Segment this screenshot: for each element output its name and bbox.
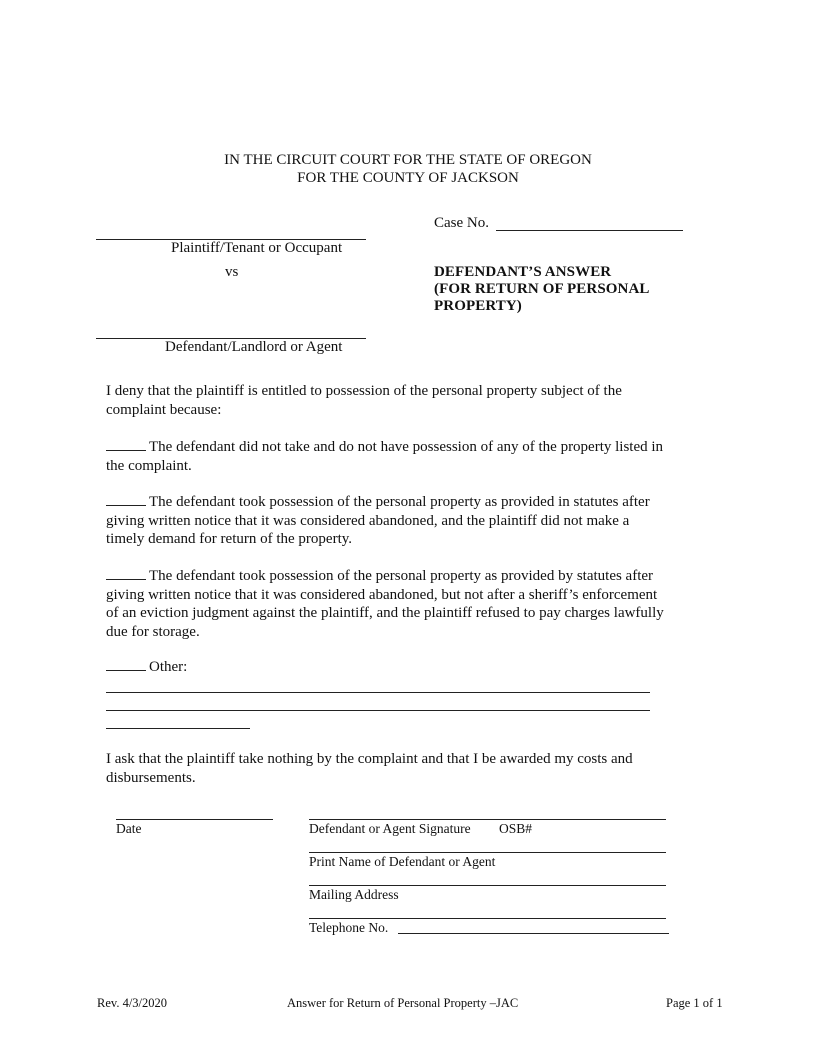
defendant-label: Defendant/Landlord or Agent (165, 339, 343, 355)
document-title-line3: PROPERTY) (434, 298, 522, 314)
print-name-label: Print Name of Defendant or Agent (309, 854, 496, 869)
option-other (106, 657, 666, 677)
form-name: Answer for Return of Personal Property –JAC (287, 996, 519, 1010)
option-3-text: The defendant took possession of the personal property as provided by statutes after giving written notice that it was considered abandoned, but not after a sheriff’s enforcement of an eviction judgment against the plaintiff, and the plaintiff refused to pay charges lawfully due for storage. (106, 568, 664, 640)
option-other-checkbox-blank[interactable] (106, 657, 146, 671)
mailing-address-label: Mailing Address (309, 887, 399, 902)
option-3-checkbox-blank[interactable] (106, 566, 146, 580)
intro-paragraph: I deny that the plaintiff is entitled to possession of the personal property subject of the complaint because: (106, 383, 622, 418)
date-line[interactable] (116, 819, 273, 820)
option-1 (106, 437, 666, 475)
signature-line[interactable] (309, 819, 666, 820)
mailing-address-line[interactable] (309, 885, 666, 886)
option-1-checkbox-blank[interactable] (106, 437, 146, 451)
case-no-label: Case No. (434, 215, 489, 231)
case-no-field[interactable] (496, 230, 683, 231)
other-explanation-line-2[interactable] (106, 710, 650, 711)
option-2-text: The defendant took possession of the personal property as provided in statutes after giving written notice that it was considered abandoned, and the plaintiff did not make a timely demand for return of the property. (106, 494, 650, 547)
other-explanation-line-3[interactable] (106, 728, 250, 729)
document-title-line1: DEFENDANT’S ANSWER (434, 264, 612, 280)
osb-label: OSB# (499, 821, 533, 836)
option-3 (106, 566, 666, 641)
vs-label: vs (225, 264, 239, 280)
print-name-line[interactable] (309, 852, 666, 853)
telephone-label: Telephone No. (309, 920, 389, 935)
option-2-checkbox-blank[interactable] (106, 492, 146, 506)
court-name: IN THE CIRCUIT COURT FOR THE STATE OF OREGON (224, 152, 592, 168)
revision-date: Rev. 4/3/2020 (97, 996, 168, 1010)
signature-label: Defendant or Agent Signature (309, 821, 471, 836)
option-other-label: Other: (149, 659, 188, 675)
other-explanation-line-1[interactable] (106, 692, 650, 693)
telephone-top-line (309, 918, 666, 919)
date-label: Date (116, 821, 142, 836)
page-number: Page 1 of 1 (666, 996, 723, 1010)
county-name: FOR THE COUNTY OF JACKSON (297, 170, 519, 186)
telephone-field[interactable] (398, 933, 669, 934)
request-paragraph: I ask that the plaintiff take nothing by the complaint and that I be awarded my costs and disbursements. (106, 751, 633, 786)
option-1-text: The defendant did not take and do not have possession of any of the property listed in the complaint. (106, 439, 664, 474)
option-2 (106, 492, 666, 549)
document-title-line2: (FOR RETURN OF PERSONAL (434, 281, 650, 297)
plaintiff-label: Plaintiff/Tenant or Occupant (171, 240, 343, 256)
